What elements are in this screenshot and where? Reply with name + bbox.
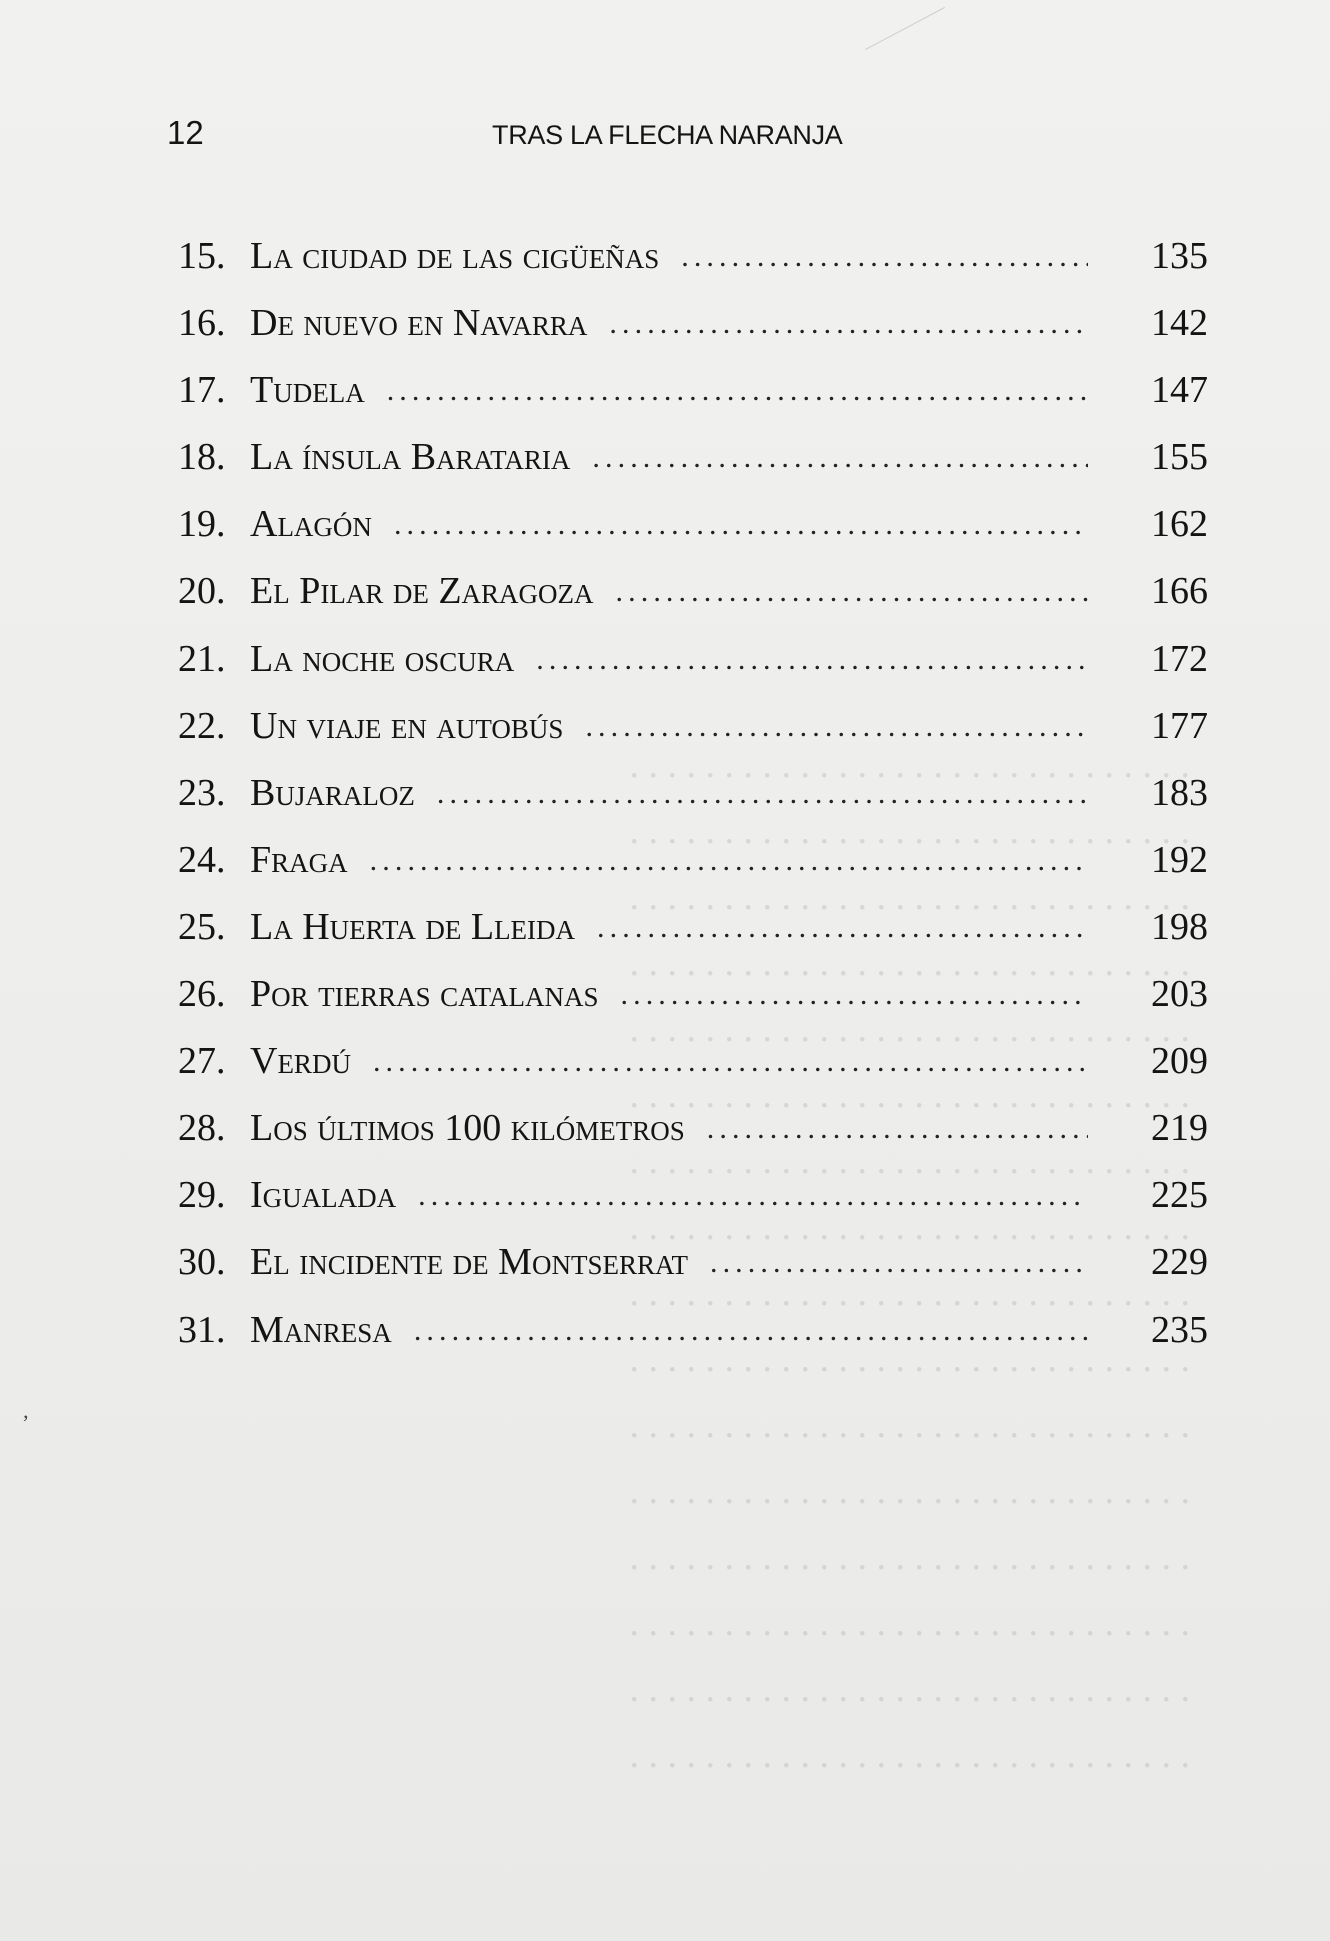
toc-entry <box>178 1232 1208 1299</box>
chapter-title: La ciudad de las cigüeñas <box>250 235 660 277</box>
dot-leader <box>710 1233 1088 1293</box>
chapter-page: 235 <box>1151 1308 1208 1351</box>
chapter-number: 21. <box>178 637 226 680</box>
dot-leader <box>681 227 1088 287</box>
chapter-title: Bujaraloz <box>250 771 415 814</box>
toc-entry <box>178 293 1208 360</box>
chapter-title: Tudela <box>250 369 365 412</box>
chapter-page: 219 <box>1151 1107 1208 1150</box>
dot-leader <box>370 831 1088 891</box>
toc-entry <box>178 763 1208 830</box>
chapter-page: 225 <box>1151 1174 1208 1217</box>
chapter-number: 30. <box>178 1241 226 1284</box>
chapter-page: 229 <box>1151 1241 1208 1284</box>
toc-entry <box>178 494 1208 561</box>
dot-leader <box>414 1301 1088 1361</box>
ghost-line: . . . . . . . . . . . . . . . . . . . . . . . . . . . . . . <box>629 1008 1190 1050</box>
toc-entry <box>178 427 1208 494</box>
running-header <box>167 108 1157 158</box>
toc-entry <box>178 1098 1208 1165</box>
chapter-title: De nuevo en Navarra <box>250 302 588 345</box>
ghost-line: . . . . . . . . . . . . . . . . . . . . . . . . . . . . . . <box>629 1470 1190 1512</box>
chapter-title: Verdú <box>250 1040 351 1083</box>
paper-crease <box>865 7 945 50</box>
ghost-line: . . . . . . . . . . . . . . . . . . . . . . . . . . . . . . <box>629 1338 1190 1380</box>
table-of-contents <box>178 226 1208 1367</box>
chapter-title: La noche oscura <box>250 637 515 680</box>
chapter-title: El incidente de Montserrat <box>250 1241 688 1284</box>
dot-leader <box>418 1166 1088 1226</box>
ghost-line: . . . . . . . . . . . . . . . . . . . . . . . . . . . . . . <box>629 876 1190 918</box>
chapter-page: 166 <box>1151 570 1208 613</box>
dot-leader <box>437 764 1088 824</box>
chapter-title: Alagón <box>250 503 372 546</box>
dot-leader <box>609 294 1088 354</box>
margin-mark: ‚ <box>22 1398 30 1423</box>
chapter-title: Manresa <box>250 1308 392 1351</box>
chapter-title: El Pilar de Zaragoza <box>250 570 594 613</box>
dot-leader <box>616 562 1088 622</box>
ghost-line: . . . . . . . . . . . . . . . . . . . . . . . . . . . . . . <box>629 810 1190 852</box>
dot-leader <box>592 428 1088 488</box>
ghost-line: . . . . . . . . . . . . . . . . . . . . . . . . . . . . . . <box>629 1602 1190 1644</box>
chapter-title: Igualada <box>250 1174 397 1217</box>
toc-entry <box>178 830 1208 897</box>
chapter-page: 172 <box>1151 637 1208 680</box>
ghost-line: . . . . . . . . . . . . . . . . . . . . . . . . . . . . . . <box>629 1074 1190 1116</box>
toc-entry <box>178 226 1208 293</box>
toc-entry <box>178 1300 1208 1367</box>
chapter-number: 15. <box>178 235 226 277</box>
ghost-line: . . . . . . . . . . . . . . . . . . . . . . . . . . . . . . <box>629 1668 1190 1710</box>
chapter-title: Por tierras catalanas <box>250 973 599 1016</box>
dot-leader <box>373 1032 1088 1092</box>
ghost-line: . . . . . . . . . . . . . . . . . . . . . . . . . . . . . . <box>629 1140 1190 1182</box>
chapter-number: 16. <box>178 302 226 345</box>
chapter-title: Los últimos 100 kilómetros <box>250 1107 685 1150</box>
chapter-page: 155 <box>1151 436 1208 479</box>
chapter-number: 20. <box>178 570 226 613</box>
chapter-title: Fraga <box>250 838 348 881</box>
chapter-number: 23. <box>178 771 226 814</box>
dot-leader <box>597 898 1088 958</box>
chapter-number: 24. <box>178 838 226 881</box>
toc-entry <box>178 561 1208 628</box>
chapter-number: 29. <box>178 1174 226 1217</box>
dot-leader <box>585 697 1088 757</box>
chapter-page: 198 <box>1151 905 1208 948</box>
chapter-number: 17. <box>178 369 226 412</box>
ghost-line: . . . . . . . . . . . . . . . . . . . . . . . . . . . . . . <box>629 1404 1190 1446</box>
chapter-page: 192 <box>1151 838 1208 881</box>
ghost-line: . . . . . . . . . . . . . . . . . . . . . . . . . . . . . . <box>629 1536 1190 1578</box>
chapter-page: 142 <box>1151 302 1208 345</box>
running-title: TRAS LA FLECHA NARANJA <box>492 120 843 150</box>
chapter-number: 28. <box>178 1107 226 1150</box>
page-number: 12 <box>167 114 204 151</box>
ghost-line: . . . . . . . . . . . . . . . . . . . . . . . . . . . . . . <box>629 1206 1190 1248</box>
chapter-page: 177 <box>1151 704 1208 747</box>
chapter-title: La Huerta de Lleida <box>250 905 576 948</box>
toc-entry <box>178 696 1208 763</box>
dot-leader <box>536 630 1088 690</box>
ghost-line: . . . . . . . . . . . . . . . . . . . . . . . . . . . . . . <box>629 744 1190 786</box>
chapter-number: 27. <box>178 1040 226 1083</box>
chapter-title: La ínsula Barataria <box>250 436 571 479</box>
toc-entry <box>178 897 1208 964</box>
dot-leader <box>394 495 1088 555</box>
toc-entry <box>178 360 1208 427</box>
chapter-page: 147 <box>1151 369 1208 412</box>
chapter-page: 162 <box>1151 503 1208 546</box>
chapter-number: 31. <box>178 1308 226 1351</box>
ghost-line: . . . . . . . . . . . . . . . . . . . . . . . . . . . . . . <box>629 942 1190 984</box>
chapter-number: 26. <box>178 973 226 1016</box>
dot-leader <box>387 361 1088 421</box>
chapter-number: 25. <box>178 905 226 948</box>
toc-entry <box>178 1165 1208 1232</box>
toc-entry <box>178 1031 1208 1098</box>
dot-leader <box>707 1099 1088 1159</box>
chapter-number: 18. <box>178 436 226 479</box>
chapter-number: 19. <box>178 503 226 546</box>
ghost-line: . . . . . . . . . . . . . . . . . . . . . . . . . . . . . . <box>629 1734 1190 1776</box>
chapter-page: 209 <box>1151 1040 1208 1083</box>
chapter-title: Un viaje en autobús <box>250 704 564 747</box>
toc-entry <box>178 629 1208 696</box>
chapter-page: 135 <box>1151 235 1208 277</box>
chapter-page: 203 <box>1151 973 1208 1016</box>
ghost-line: . . . . . . . . . . . . . . . . . . . . . . . . . . . . . . <box>629 1272 1190 1314</box>
chapter-number: 22. <box>178 704 226 747</box>
chapter-page: 183 <box>1151 771 1208 814</box>
toc-entry <box>178 964 1208 1031</box>
dot-leader <box>621 965 1089 1025</box>
